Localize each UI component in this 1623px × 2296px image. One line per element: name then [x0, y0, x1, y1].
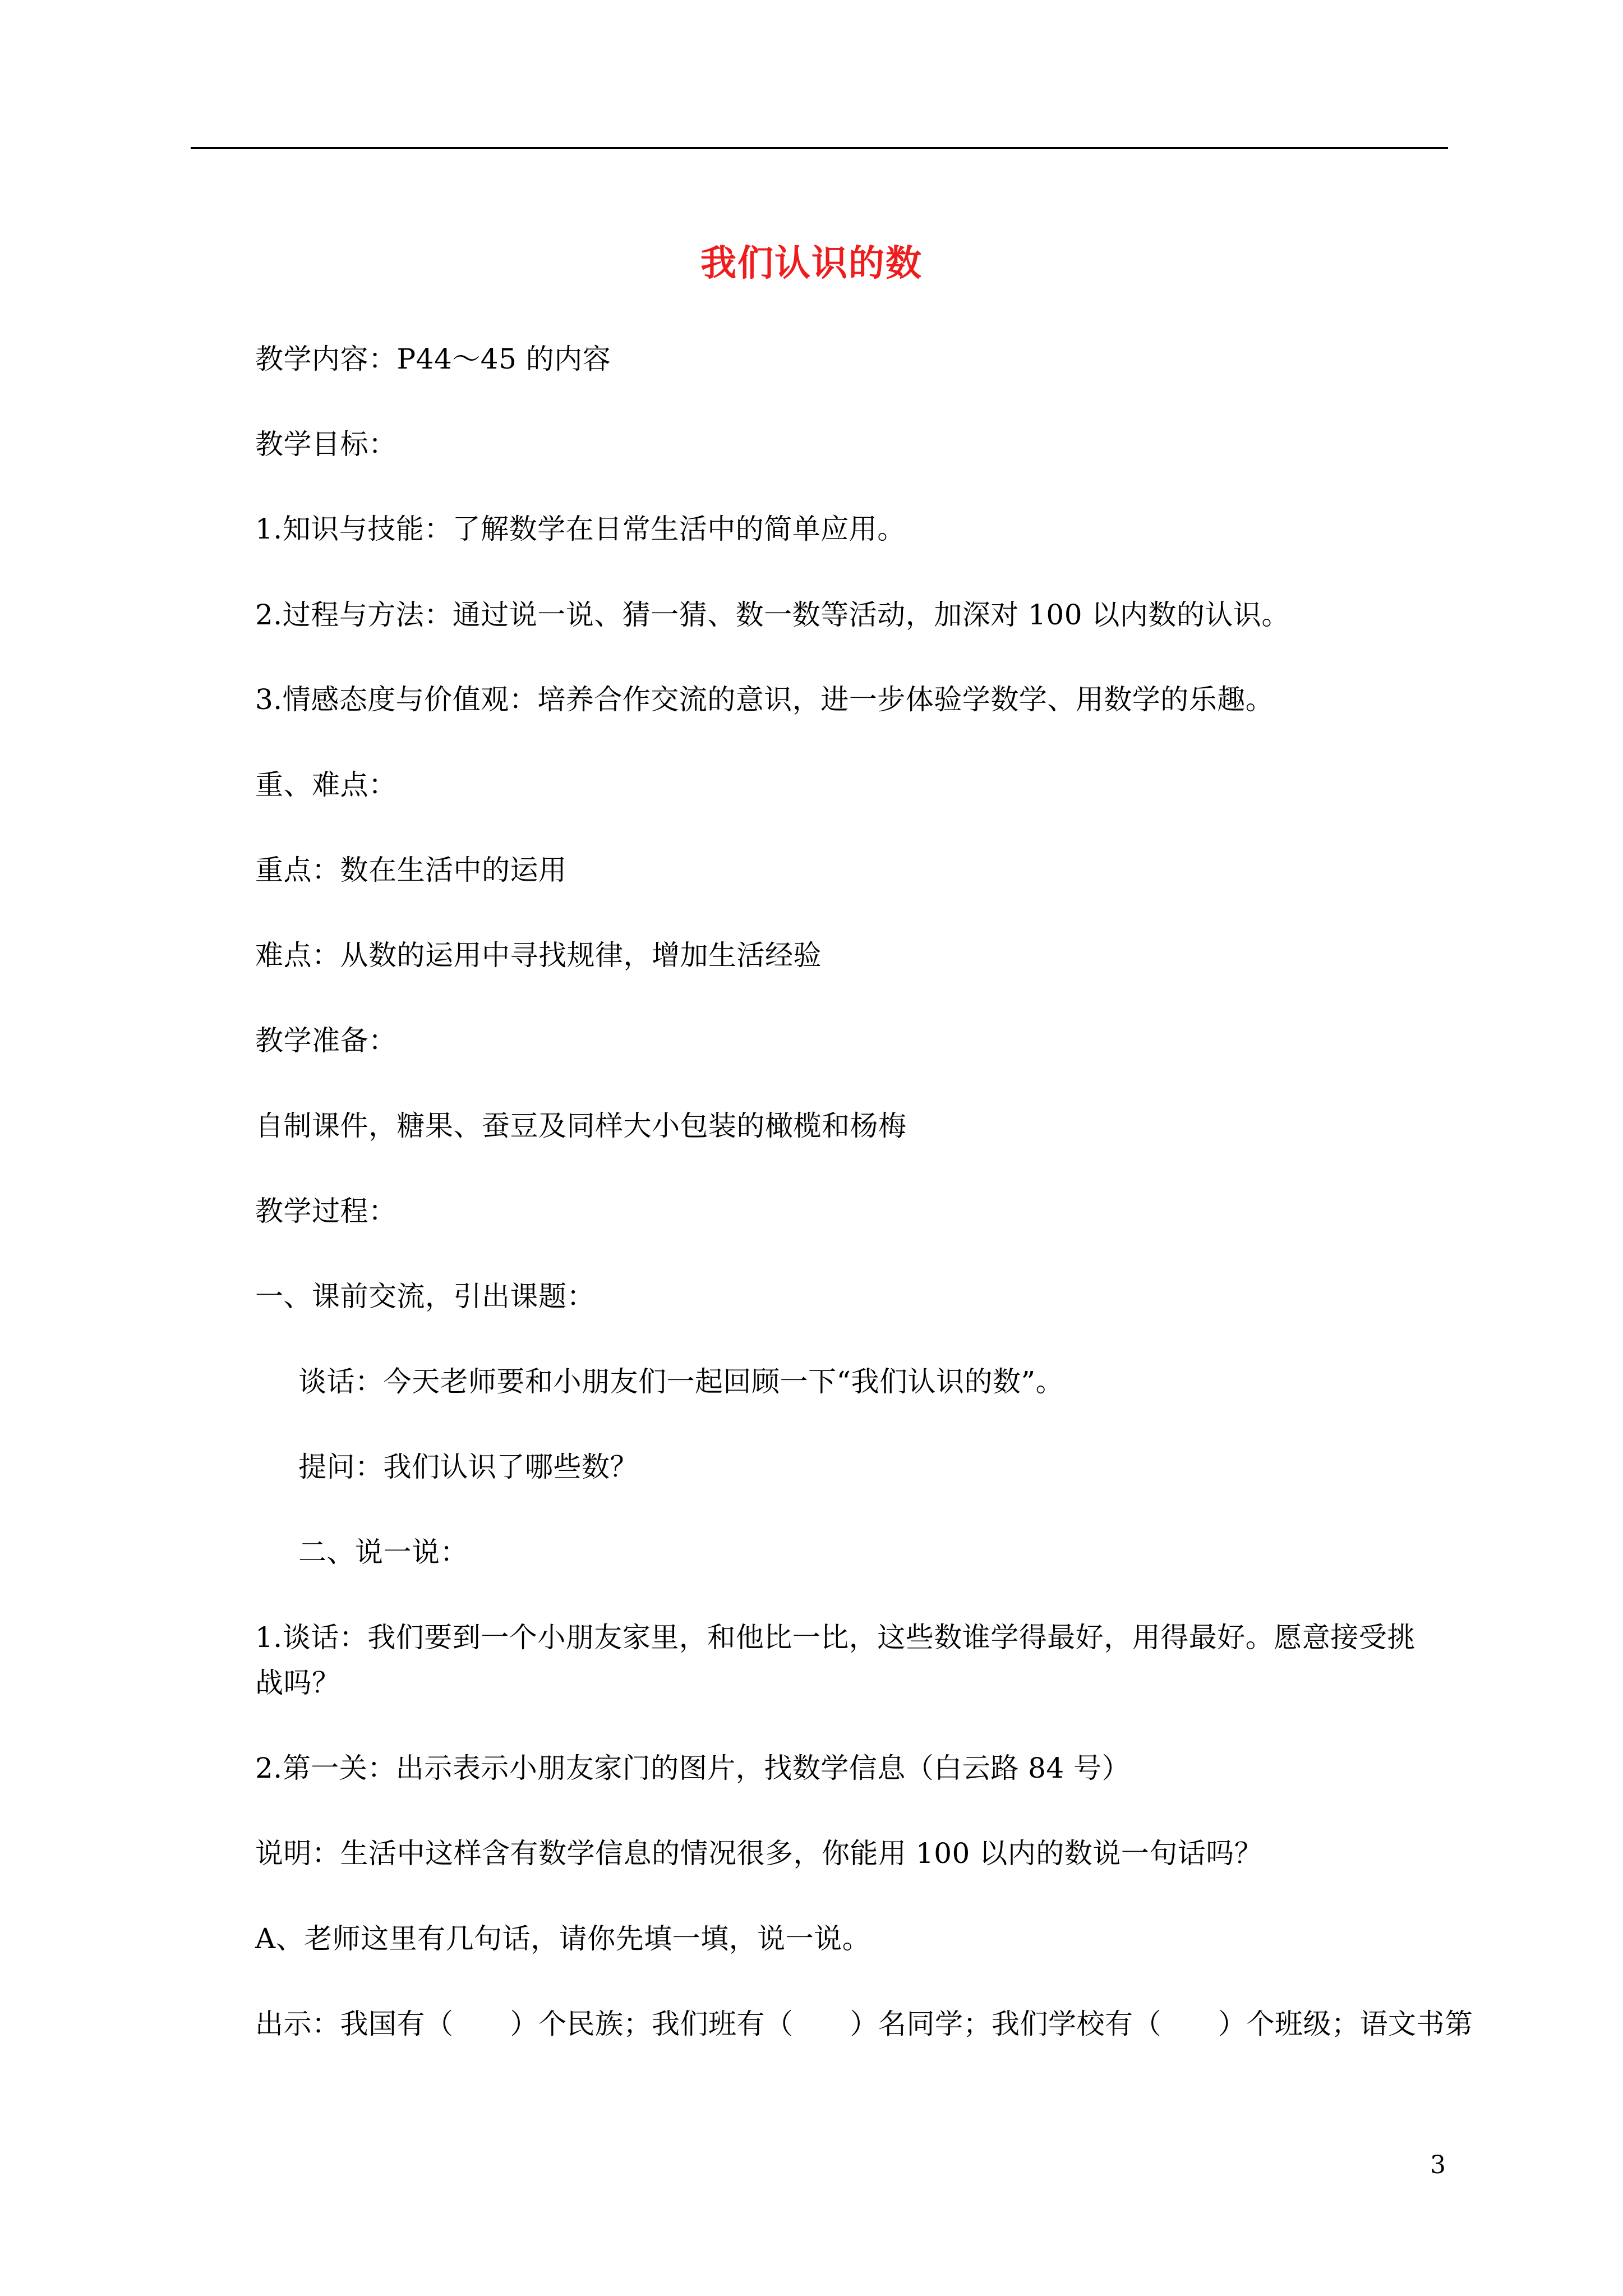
header-rule: [191, 147, 1448, 149]
text-line-objective-3: 3.情感态度与价值观：培养合作交流的意识，进一步体验学数学、用数学的乐趣。: [255, 683, 1274, 716]
text-line-step-2: 2.第一关：出示表示小朋友家门的图片，找数学信息（白云路 84 号）: [255, 1752, 1131, 1784]
text-line-preparation-heading: 教学准备：: [255, 1024, 397, 1057]
text-line-objectives-heading: 教学目标：: [255, 428, 397, 461]
text-line-question: 提问：我们认识了哪些数？: [298, 1451, 638, 1483]
text-line-section-2-heading: 二、说一说：: [298, 1536, 468, 1568]
document-title: 我们认识的数: [700, 242, 923, 284]
text-line-content: 教学内容：P44～45 的内容: [255, 343, 611, 375]
text-line-explanation: 说明：生活中这样含有数学信息的情况很多，你能用 100 以内的数说一句话吗？: [255, 1837, 1263, 1870]
text-line-step-1: 1.谈话：我们要到一个小朋友家里，和他比一比，这些数谁学得最好，用得最好。愿意接受挑: [255, 1621, 1415, 1654]
text-line-process-heading: 教学过程：: [255, 1195, 397, 1227]
text-line-key-points-heading: 重、难点：: [255, 769, 397, 801]
text-line-preparation: 自制课件，糖果、蚕豆及同样大小包装的橄榄和杨梅: [255, 1110, 907, 1142]
text-line-show: 出示：我国有（ ）个民族；我们班有（ ）名同学；我们学校有（ ）个班级；语文书第: [255, 2008, 1473, 2040]
page-number: 3: [1430, 2151, 1446, 2179]
text-line-difficult-point: 难点：从数的运用中寻找规律，增加生活经验: [255, 939, 822, 972]
text-line-objective-2: 2.过程与方法：通过说一说、猜一猜、数一数等活动，加深对 100 以内数的认识。: [255, 599, 1290, 631]
text-line-step-1-continued: 战吗？: [255, 1667, 340, 1699]
text-line-section-1-heading: 一、课前交流，引出课题：: [255, 1280, 595, 1313]
text-line-item-a: A、老师这里有几句话，请你先填一填，说一说。: [255, 1922, 871, 1955]
text-line-talk: 谈话：今天老师要和小朋友们一起回顾一下“我们认识的数”。: [298, 1365, 1064, 1398]
text-line-objective-1: 1.知识与技能：了解数学在日常生活中的简单应用。: [255, 513, 906, 545]
text-line-key-point: 重点：数在生活中的运用: [255, 854, 567, 886]
